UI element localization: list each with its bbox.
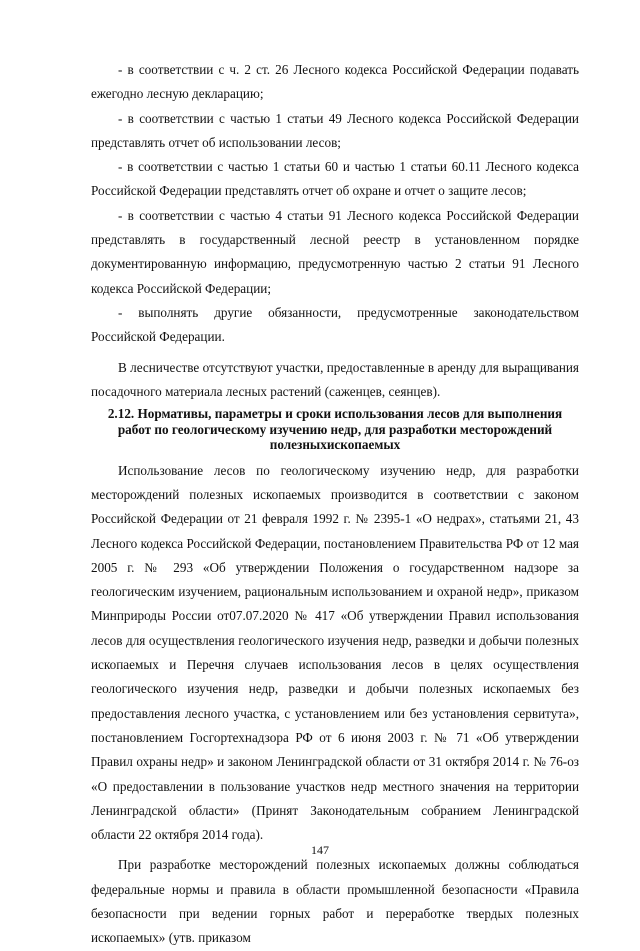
paragraph-no-leased-plots: В лесничестве отсутствуют участки, предоставленные в аренду для выращивания посадочного материала лесных растений (саженцев, сеянцев). xyxy=(91,359,579,399)
list-item-other-duties: - выполнять другие обязанности, предусмотренные законодательством Российской Федерации. xyxy=(91,304,579,345)
paragraph-legal-basis: Использование лесов по геологическому изучению недр, для разработки месторождений полезных ископаемых производится в соответствии с законом Российской Федерации от 21 февраля 1992 г. № 2395-1 «О недрах», статьями 21, 43 Лесного кодекса Российской Федерации, постановлением Правительства РФ от 12 мая 2005 г. № 293 «Об утверждении Положения о государственном надзоре за геологическим изучением, рациональным использованием и охраной недр», приказом Минприроды России от07.07.2020 № 417 «Об утверждении Правил использования лесов для осуществления геологического изучения недр, разведки и добычи полезных ископаемых и Перечня случаев использования лесов в целях осуществления геологического изучения недр, разведки и добычи полезных ископаемых без предоставления лесного участка, с установлением или без установления сервитута», постановлением Госгортехнадзора РФ от 6 июня 2003 г. № 71 «Об утверждении Правил охраны недр» и законом Ленинградской области от 31 октября 2014 г. № 76-оз «О предоставлении в пользование участков недр местного значения на территории Ленинградской области» (Принят Законодательным собранием Ленинградской области 22 октября 2014 года). xyxy=(91,462,579,843)
page-number: 147 xyxy=(311,843,329,857)
list-item-forest-registry: - в соответствии с частью 4 статьи 91 Лесного кодекса Российской Федерации представлять в государственный лесной реестр в установленном порядке документированную информацию, предусмотренную частью 2 статьи 91 Лесного кодекса Российской Федерации; xyxy=(91,207,579,296)
section-heading: 2.12. Нормативы, параметры и сроки использования лесов для выполнения работ по геологическому изучению недр, для разработки месторождений полезныхископаемых xyxy=(107,406,563,453)
page-content xyxy=(91,58,579,951)
paragraph-safety-rules: При разработке месторождений полезных ископаемых должны соблюдаться федеральные нормы и правила в области промышленной безопасности «Правила безопасности при ведении горных работ и переработке твердых полезных ископаемых» (утв. приказом xyxy=(91,857,579,946)
list-item-forest-use-report: - в соответствии с частью 1 статьи 49 Лесного кодекса Российской Федерации представлять отчет об использовании лесов; xyxy=(91,110,579,150)
list-item-protection-report: - в соответствии с частью 1 статьи 60 и частью 1 статьи 60.11 Лесного кодекса Российской Федерации представлять отчет об охране и отчет о защите лесов; xyxy=(91,159,579,199)
list-item-forest-declaration: - в соответствии с ч. 2 ст. 26 Лесного кодекса Российской Федерации подавать ежегодно лесную декларацию; xyxy=(91,62,579,102)
